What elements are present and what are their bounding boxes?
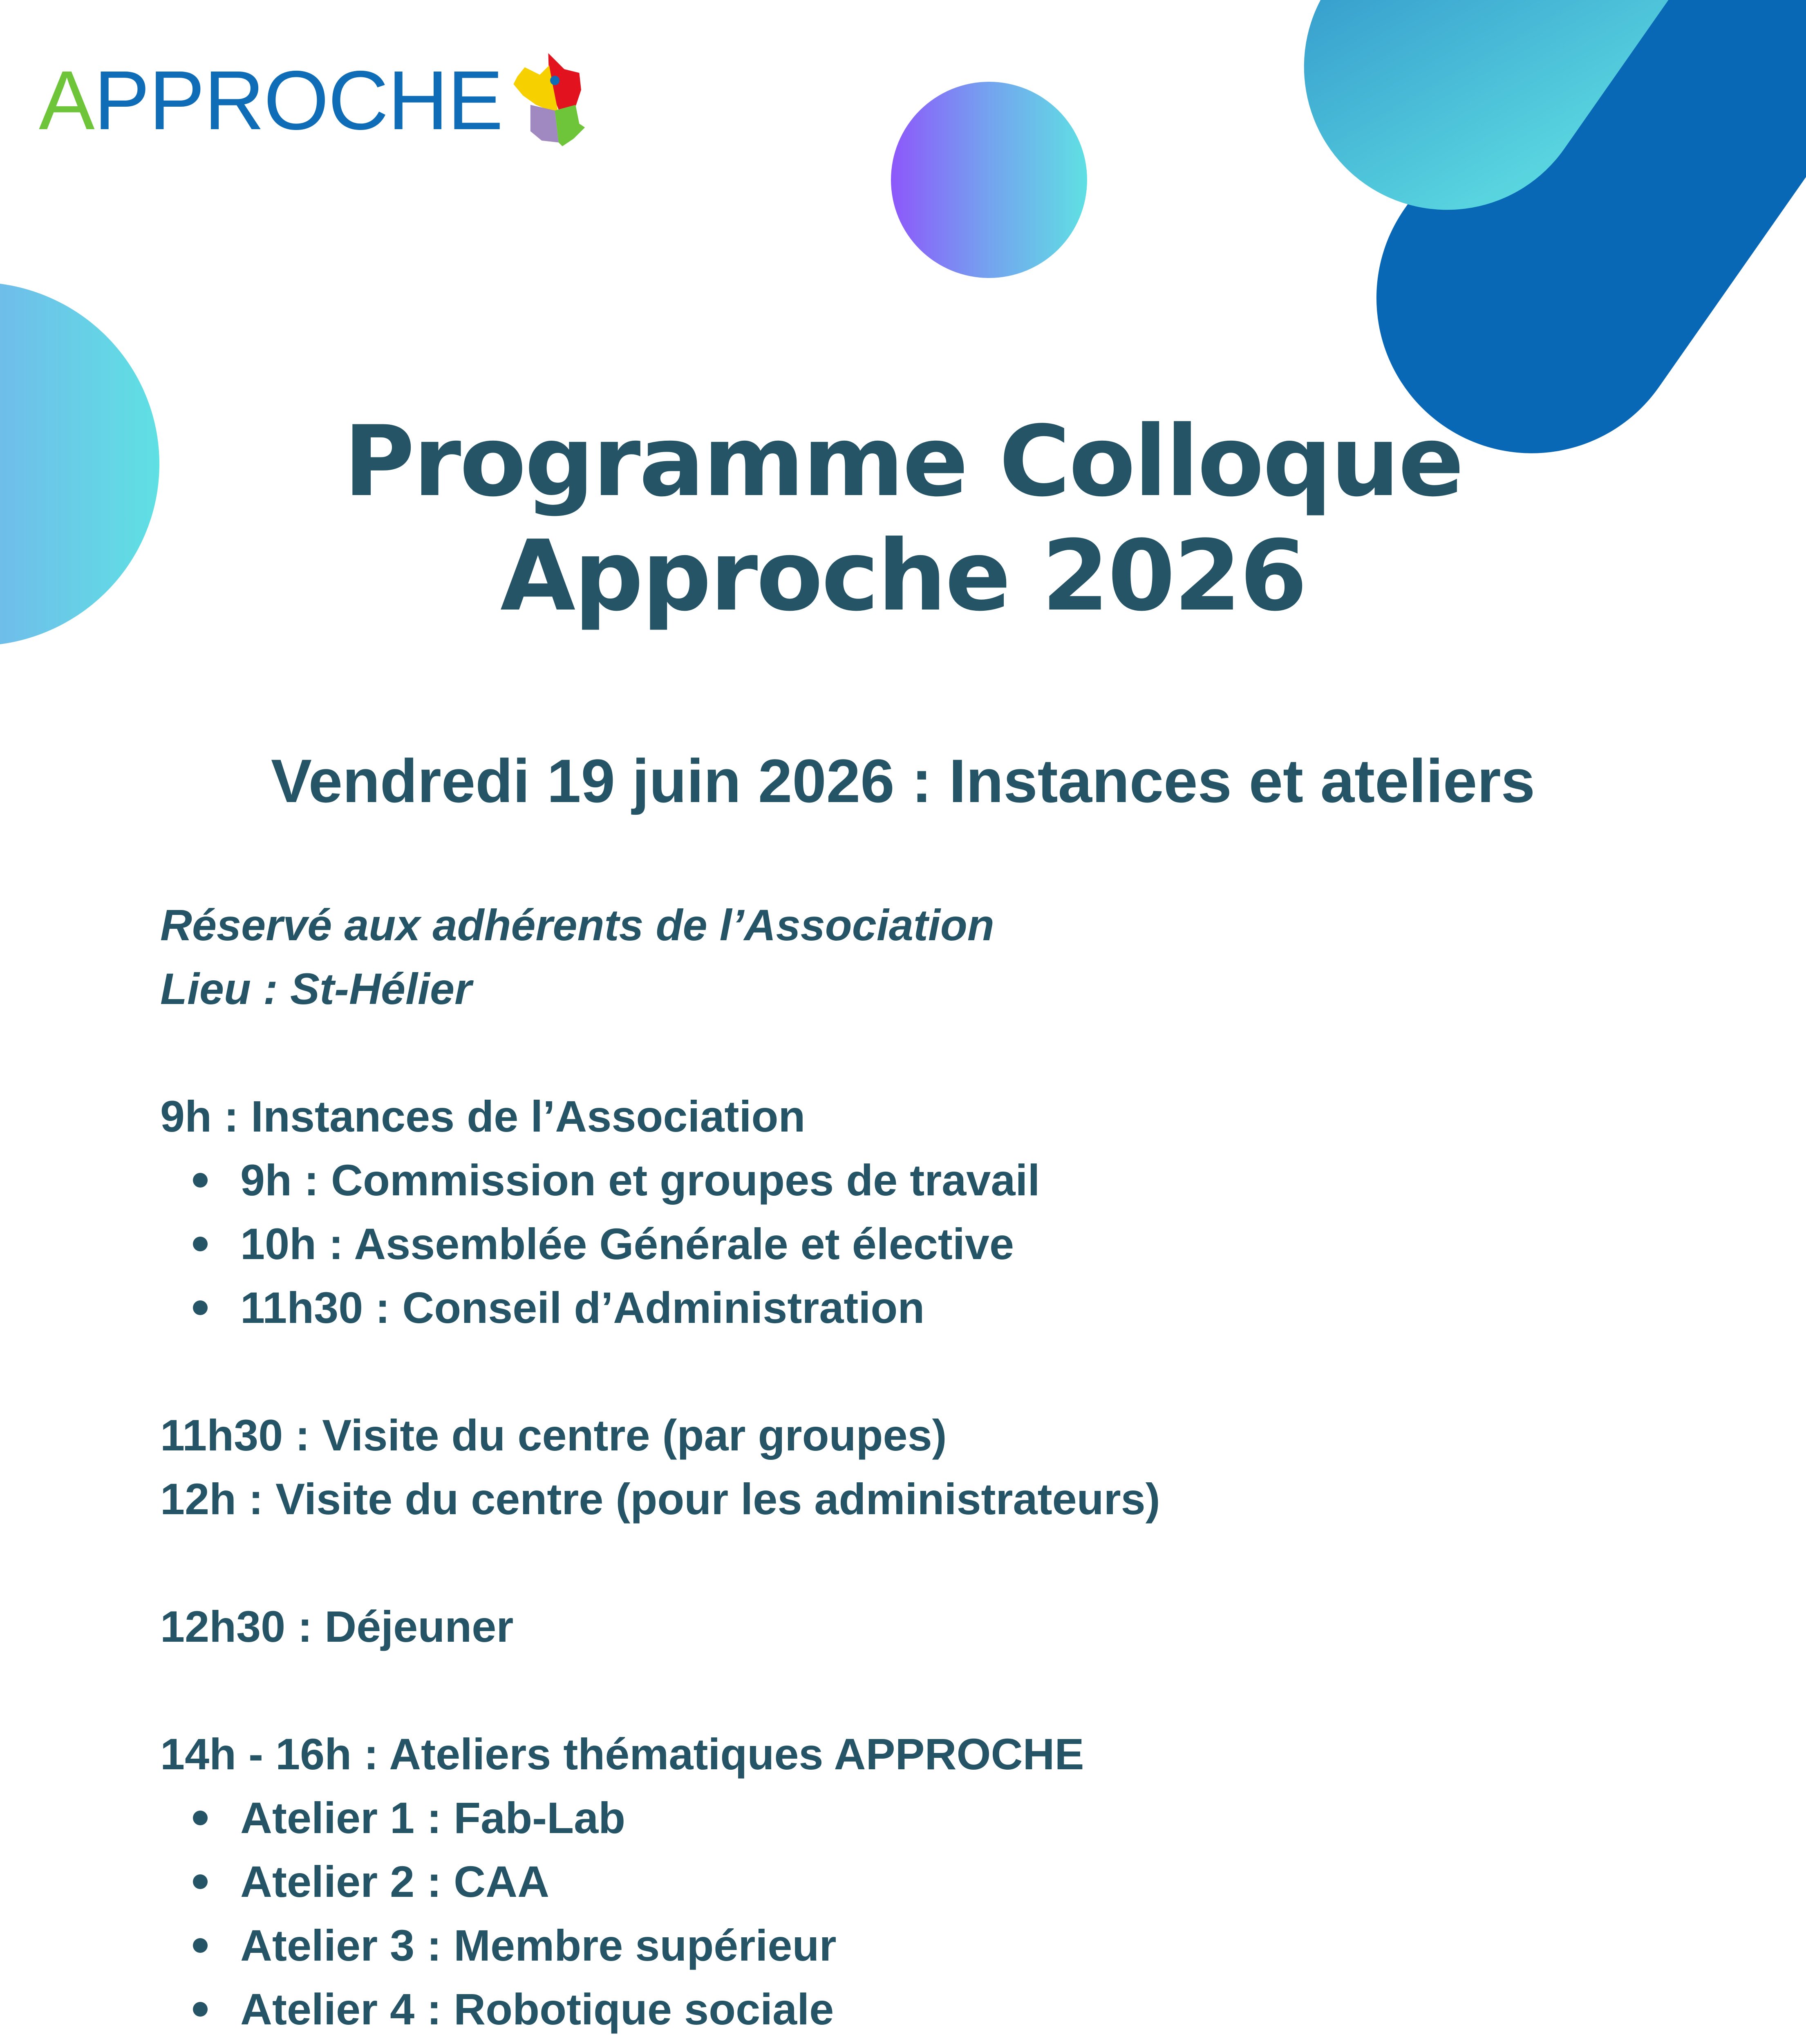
bullet-icon [193, 1300, 208, 1315]
bullet-icon [193, 1173, 208, 1188]
list-item-text: Atelier 2 : CAA [240, 1857, 550, 1906]
location: Lieu : St-Hélier [160, 964, 472, 1013]
list-item [160, 1850, 1672, 1914]
bullet-icon [193, 1938, 208, 1953]
logo-rest-letters: PPROCHE [94, 53, 503, 147]
day-heading: Vendredi 19 juin 2026 : Instances et ateliers [271, 746, 1535, 815]
approche-logo [39, 51, 600, 149]
list-item [160, 2041, 1672, 2044]
list-item-text [240, 2041, 915, 2044]
bullet-icon [193, 1811, 208, 1825]
reserved-note: Réservé aux adhérents de l’Association [160, 900, 994, 950]
list-item [160, 1914, 1672, 1977]
france-map-icon [506, 47, 600, 153]
title-line-1: Programme Colloque [343, 405, 1463, 518]
list-item-text: Atelier 4 : Robotique sociale [240, 1984, 834, 2034]
visit-administrators: 12h : Visite du centre (pour les administrateurs) [160, 1474, 1160, 1524]
list-item [160, 1148, 1672, 1212]
list-item [160, 1977, 1672, 2041]
logo-wordmark [39, 53, 503, 147]
workshops-heading: 14h - 16h : Ateliers thématiques APPROCHE [160, 1729, 1084, 1779]
bullet-icon [193, 1874, 208, 1889]
list-item-text: 9h : Commission et groupes de travail [240, 1155, 1040, 1205]
list-item-text: Atelier 1 : Fab-Lab [240, 1793, 626, 1842]
title-line-2: Approche 2026 [500, 520, 1306, 633]
visit-groups: 11h30 : Visite du centre (par groupes) [160, 1410, 947, 1460]
list-item [160, 1212, 1672, 1276]
instances-heading: 9h : Instances de l’Association [160, 1091, 806, 1141]
workshops-list [160, 1786, 1672, 2044]
list-item [160, 1786, 1672, 1850]
logo-first-letter: A [39, 53, 94, 147]
page-title [0, 405, 1806, 634]
list-item-text: 11h30 : Conseil d’Administration [240, 1283, 925, 1332]
list-item [160, 1276, 1672, 1340]
list-item-text: Atelier 3 : Membre supérieur [240, 1921, 837, 1970]
decorative-circle-top [891, 82, 1087, 278]
bullet-icon [193, 2002, 208, 2017]
programme-content [160, 893, 1672, 2044]
list-item-text: 10h : Assemblée Générale et élective [240, 1219, 1014, 1269]
lunch: 12h30 : Déjeuner [160, 1602, 514, 1651]
bullet-icon [193, 1237, 208, 1251]
instances-list [160, 1148, 1672, 1340]
